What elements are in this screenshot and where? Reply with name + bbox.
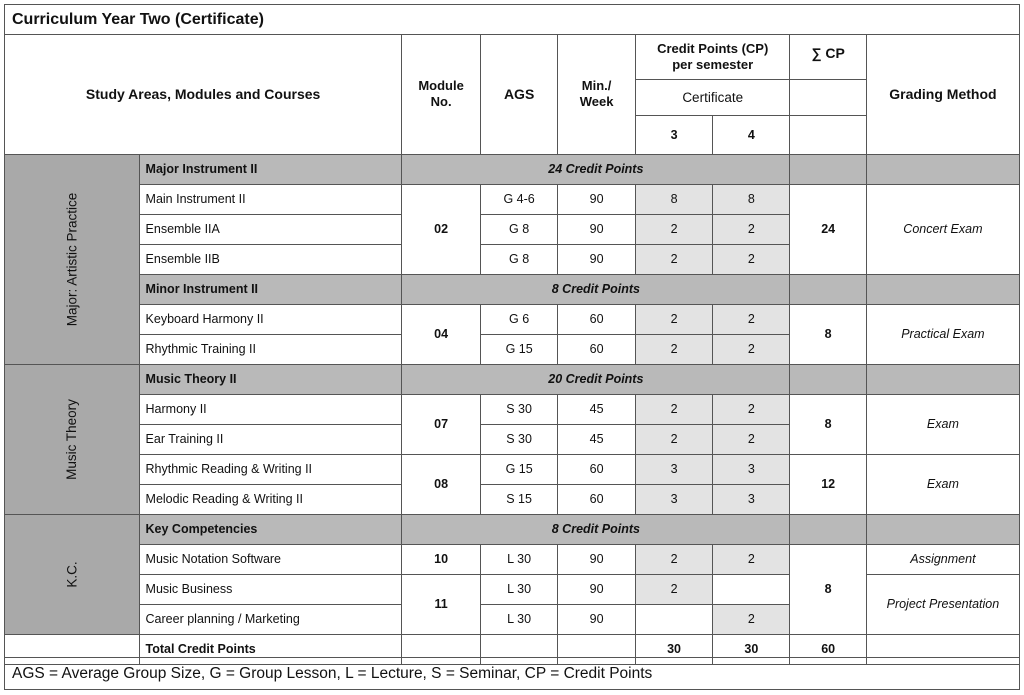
course-name: Keyboard Harmony II [139,304,402,334]
cp-sem4-cell: 2 [713,604,790,634]
cp-sem4-cell: 2 [713,304,790,334]
total-cp-sem4: 30 [713,634,790,664]
header-semester-3: 3 [635,115,712,154]
total-label: Total Credit Points [139,634,402,664]
area-key-competencies [5,514,139,634]
curriculum-document [4,4,1020,690]
course-name: Career planning / Marketing [139,604,402,634]
table-row [5,304,1019,334]
cp-sum-cell: 12 [790,454,866,514]
group-sum-blank [790,154,866,184]
group-sum-blank [790,514,866,544]
table-row [5,184,1019,214]
group-grading-blank [866,154,1019,184]
header-module-no-line1: Module [418,78,464,94]
total-cp-sem3: 30 [635,634,712,664]
grading-method-cell: Exam [866,454,1019,514]
group-credit-points: 8 Credit Points [402,514,790,544]
cp-sem3-cell: 8 [635,184,712,214]
min-week-cell: 90 [558,214,636,244]
cp-sem3-cell: 2 [635,424,712,454]
cp-sem3-cell: 2 [635,304,712,334]
area-label: Music Theory [64,398,80,480]
total-cp-sum: 60 [790,634,866,664]
ags-cell: L 30 [480,544,557,574]
group-row [5,364,1019,394]
group-grading-blank [866,364,1019,394]
group-name: Key Competencies [139,514,402,544]
area-music-theory [5,364,139,514]
ags-cell: S 30 [480,424,557,454]
table-row [5,454,1019,484]
course-name: Harmony II [139,394,402,424]
ags-cell: G 6 [480,304,557,334]
cp-sem4-cell: 2 [713,244,790,274]
course-name: Ensemble IIA [139,214,402,244]
min-week-cell: 45 [558,424,636,454]
ags-cell: L 30 [480,574,557,604]
course-name: Music Business [139,574,402,604]
cp-sem4-cell: 8 [713,184,790,214]
cp-sem3-cell: 2 [635,244,712,274]
ags-cell: G 4-6 [480,184,557,214]
group-credit-points: 24 Credit Points [402,154,790,184]
header-module-no-line2: No. [430,94,452,110]
cp-sum-cell: 8 [790,304,866,364]
header-sum-cp: ∑ CP [790,35,866,79]
ags-cell: S 15 [480,484,557,514]
min-week-cell: 90 [558,244,636,274]
ags-cell: L 30 [480,604,557,634]
cp-sem3-cell: 3 [635,484,712,514]
min-week-cell: 60 [558,454,636,484]
group-grading-blank [866,514,1019,544]
grading-method-cell: Concert Exam [866,184,1019,274]
header-row [5,35,1019,79]
cp-sem3-cell: 2 [635,544,712,574]
min-week-cell: 45 [558,394,636,424]
grading-method-cell: Project Presentation [866,574,1019,634]
header-module-no [402,35,481,154]
module-number: 08 [402,454,481,514]
min-week-cell: 90 [558,604,636,634]
header-ags: AGS [480,35,557,154]
min-week-cell: 60 [558,484,636,514]
cp-sum-cell: 8 [790,394,866,454]
grading-method-cell: Practical Exam [866,304,1019,364]
module-number: 02 [402,184,481,274]
ags-cell: G 8 [480,244,557,274]
group-sum-blank [790,364,866,394]
table-row [5,574,1019,604]
course-name: Melodic Reading & Writing II [139,484,402,514]
header-grading-method: Grading Method [866,35,1019,154]
cp-sem3-cell: 2 [635,394,712,424]
module-number: 07 [402,394,481,454]
area-label: Major: Artistic Practice [64,192,80,326]
cp-sem3-cell: 2 [635,334,712,364]
min-week-cell: 60 [558,334,636,364]
footnote-legend: AGS = Average Group Size, G = Group Lesson, L = Lecture, S = Seminar, CP = Credit Points [5,657,1019,689]
course-name: Ensemble IIB [139,244,402,274]
header-sum-blank [790,79,866,115]
group-row [5,514,1019,544]
group-credit-points: 8 Credit Points [402,274,790,304]
header-semester-4: 4 [713,115,790,154]
cp-sem4-cell [713,574,790,604]
group-sum-blank [790,274,866,304]
course-name: Ear Training II [139,424,402,454]
header-credit-points-line2: per semester [672,56,754,72]
cp-sem3-cell: 2 [635,214,712,244]
course-name: Music Notation Software [139,544,402,574]
group-row [5,274,1019,304]
cp-sum-cell: 24 [790,184,866,274]
cp-sem4-cell: 2 [713,394,790,424]
cp-sum-cell: 8 [790,544,866,634]
min-week-cell: 60 [558,304,636,334]
cp-sem3-cell [635,604,712,634]
group-name: Major Instrument II [139,154,402,184]
cp-sem4-cell: 2 [713,214,790,244]
cp-sem4-cell: 2 [713,334,790,364]
min-week-cell: 90 [558,574,636,604]
module-number: 10 [402,544,481,574]
header-min-week-line1: Min./ [581,78,612,94]
area-major-artistic-practice [5,154,139,364]
area-label: K.C. [64,560,80,588]
group-name: Music Theory II [139,364,402,394]
group-name: Minor Instrument II [139,274,402,304]
header-credit-points [635,35,790,79]
document-title: Curriculum Year Two (Certificate) [5,5,1019,35]
group-row [5,154,1019,184]
group-credit-points: 20 Credit Points [402,364,790,394]
grading-method-cell: Assignment [866,544,1019,574]
course-name: Main Instrument II [139,184,402,214]
course-name: Rhythmic Training II [139,334,402,364]
header-study-areas: Study Areas, Modules and Courses [5,35,402,154]
group-grading-blank [866,274,1019,304]
curriculum-table [5,35,1019,665]
header-min-week [558,35,636,154]
table-row [5,544,1019,574]
min-week-cell: 90 [558,544,636,574]
ags-cell: G 15 [480,334,557,364]
cp-sem4-cell: 2 [713,424,790,454]
cp-sem4-cell: 3 [713,484,790,514]
header-min-week-line2: Week [579,94,614,110]
grading-method-cell: Exam [866,394,1019,454]
header-credit-points-line1: Credit Points (CP) [657,40,769,56]
ags-cell: G 8 [480,214,557,244]
table-row [5,394,1019,424]
header-sum-blank [790,115,866,154]
cp-sem3-cell: 3 [635,454,712,484]
header-certificate: Certificate [635,79,790,115]
module-number: 11 [402,574,481,634]
ags-cell: S 30 [480,394,557,424]
course-name: Rhythmic Reading & Writing II [139,454,402,484]
cp-sem4-cell: 2 [713,544,790,574]
cp-sem4-cell: 3 [713,454,790,484]
module-number: 04 [402,304,481,364]
cp-sem3-cell: 2 [635,574,712,604]
ags-cell: G 15 [480,454,557,484]
min-week-cell: 90 [558,184,636,214]
